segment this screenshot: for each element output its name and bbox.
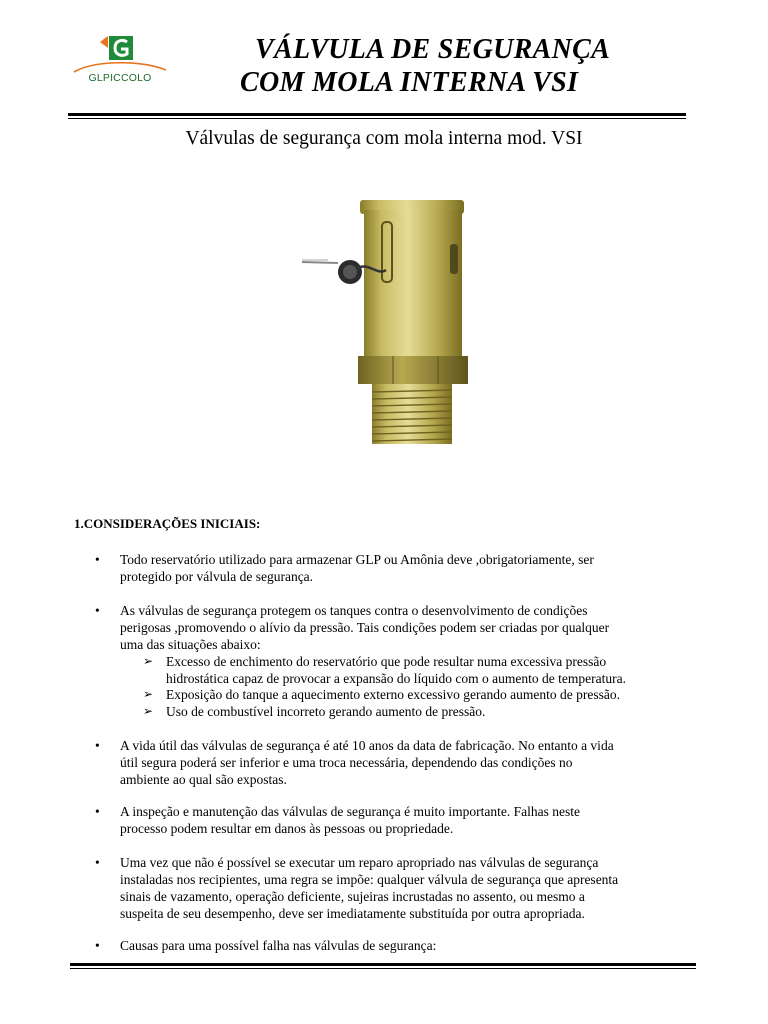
list-item	[120, 737, 705, 788]
list-item	[120, 937, 705, 954]
list-item-line: processo podem resultar em danos às pessoas ou propriedade.	[120, 821, 454, 836]
list-item-line: Todo reservatório utilizado para armazenar GLP ou Amônia deve ,obrigatoriamente, ser	[120, 552, 594, 567]
bullet-marker: •	[95, 603, 100, 618]
list-item-line: A vida útil das válvulas de segurança é até 10 anos da data de fabricação. No entanto a vida	[120, 738, 614, 753]
footer-divider	[70, 963, 696, 966]
sub-list-item-line: Uso de combustível incorreto gerando aumento de pressão.	[166, 704, 486, 719]
header-divider-thin	[68, 118, 686, 119]
list-item-line: uma das situações abaixo:	[120, 637, 261, 652]
arrow-bullet-icon: ➢	[143, 687, 154, 701]
list-item-line: suspeita de seu desempenho, deve ser imediatamente substituída por outra apropriada.	[120, 906, 585, 921]
bullet-marker: •	[95, 855, 100, 870]
list-item-line: Causas para uma possível falha nas válvulas de segurança:	[120, 938, 437, 953]
sub-list-item-line: Exposição do tanque a aquecimento externo excessivo gerando aumento de pressão.	[166, 687, 620, 702]
list-item-line: perigosas ,promovendo o alívio da pressão. Tais condições podem ser criadas por qualquer	[120, 620, 610, 635]
list-item-line: sinais de vazamento, operação deficiente, sujeiras incrustadas no assento, ou mesmo a	[120, 889, 585, 904]
bullet-marker: •	[95, 804, 100, 819]
arrow-bullet-icon: ➢	[143, 704, 154, 718]
sub-list-item-line: Excesso de enchimento do reservatório que pode resultar numa excessiva pressão	[166, 654, 607, 669]
bullet-marker: •	[95, 738, 100, 753]
list-item	[120, 803, 705, 837]
document-subtitle: Válvulas de segurança com mola interna mod. VSI	[185, 128, 583, 149]
list-item-line: ambiente ao qual são expostas.	[120, 772, 287, 787]
list-item	[120, 854, 705, 922]
document-title-line2: COM MOLA INTERNA VSI	[240, 67, 579, 98]
logo-mark-icon	[70, 30, 170, 74]
bullet-marker: •	[95, 552, 100, 567]
company-logo	[70, 30, 170, 92]
list-item-line: útil segura poderá ser inferior e uma troca necessária, dependendo das condições no	[120, 755, 573, 770]
valve-photo	[298, 196, 468, 448]
list-item-line: As válvulas de segurança protegem os tanques contra o desenvolvimento de condições	[120, 603, 588, 618]
header-divider	[68, 113, 686, 116]
list-item	[120, 551, 705, 585]
document-title-line1: VÁLVULA DE SEGURANÇA	[255, 34, 611, 65]
bullet-marker: •	[95, 938, 100, 953]
list-item-line: A inspeção e manutenção das válvulas de segurança é muito importante. Falhas neste	[120, 804, 580, 819]
sub-list-item-line: hidrostática capaz de provocar a expansão do líquido com o aumento de temperatura.	[166, 671, 626, 686]
footer-divider-thin	[70, 968, 696, 969]
list-item	[120, 602, 705, 653]
section-heading: 1.CONSIDERAÇÕES INICIAIS:	[74, 516, 261, 531]
list-item-line: protegido por válvula de segurança.	[120, 569, 314, 584]
arrow-bullet-icon: ➢	[143, 654, 154, 668]
list-item-line: instaladas nos recipientes, uma regra se impõe: qualquer válvula de segurança que apresenta	[120, 872, 619, 887]
logo-text: GLPICCOLO	[88, 72, 152, 84]
list-item-line: Uma vez que não é possível se executar um reparo apropriado nas válvulas de segurança	[120, 855, 599, 870]
